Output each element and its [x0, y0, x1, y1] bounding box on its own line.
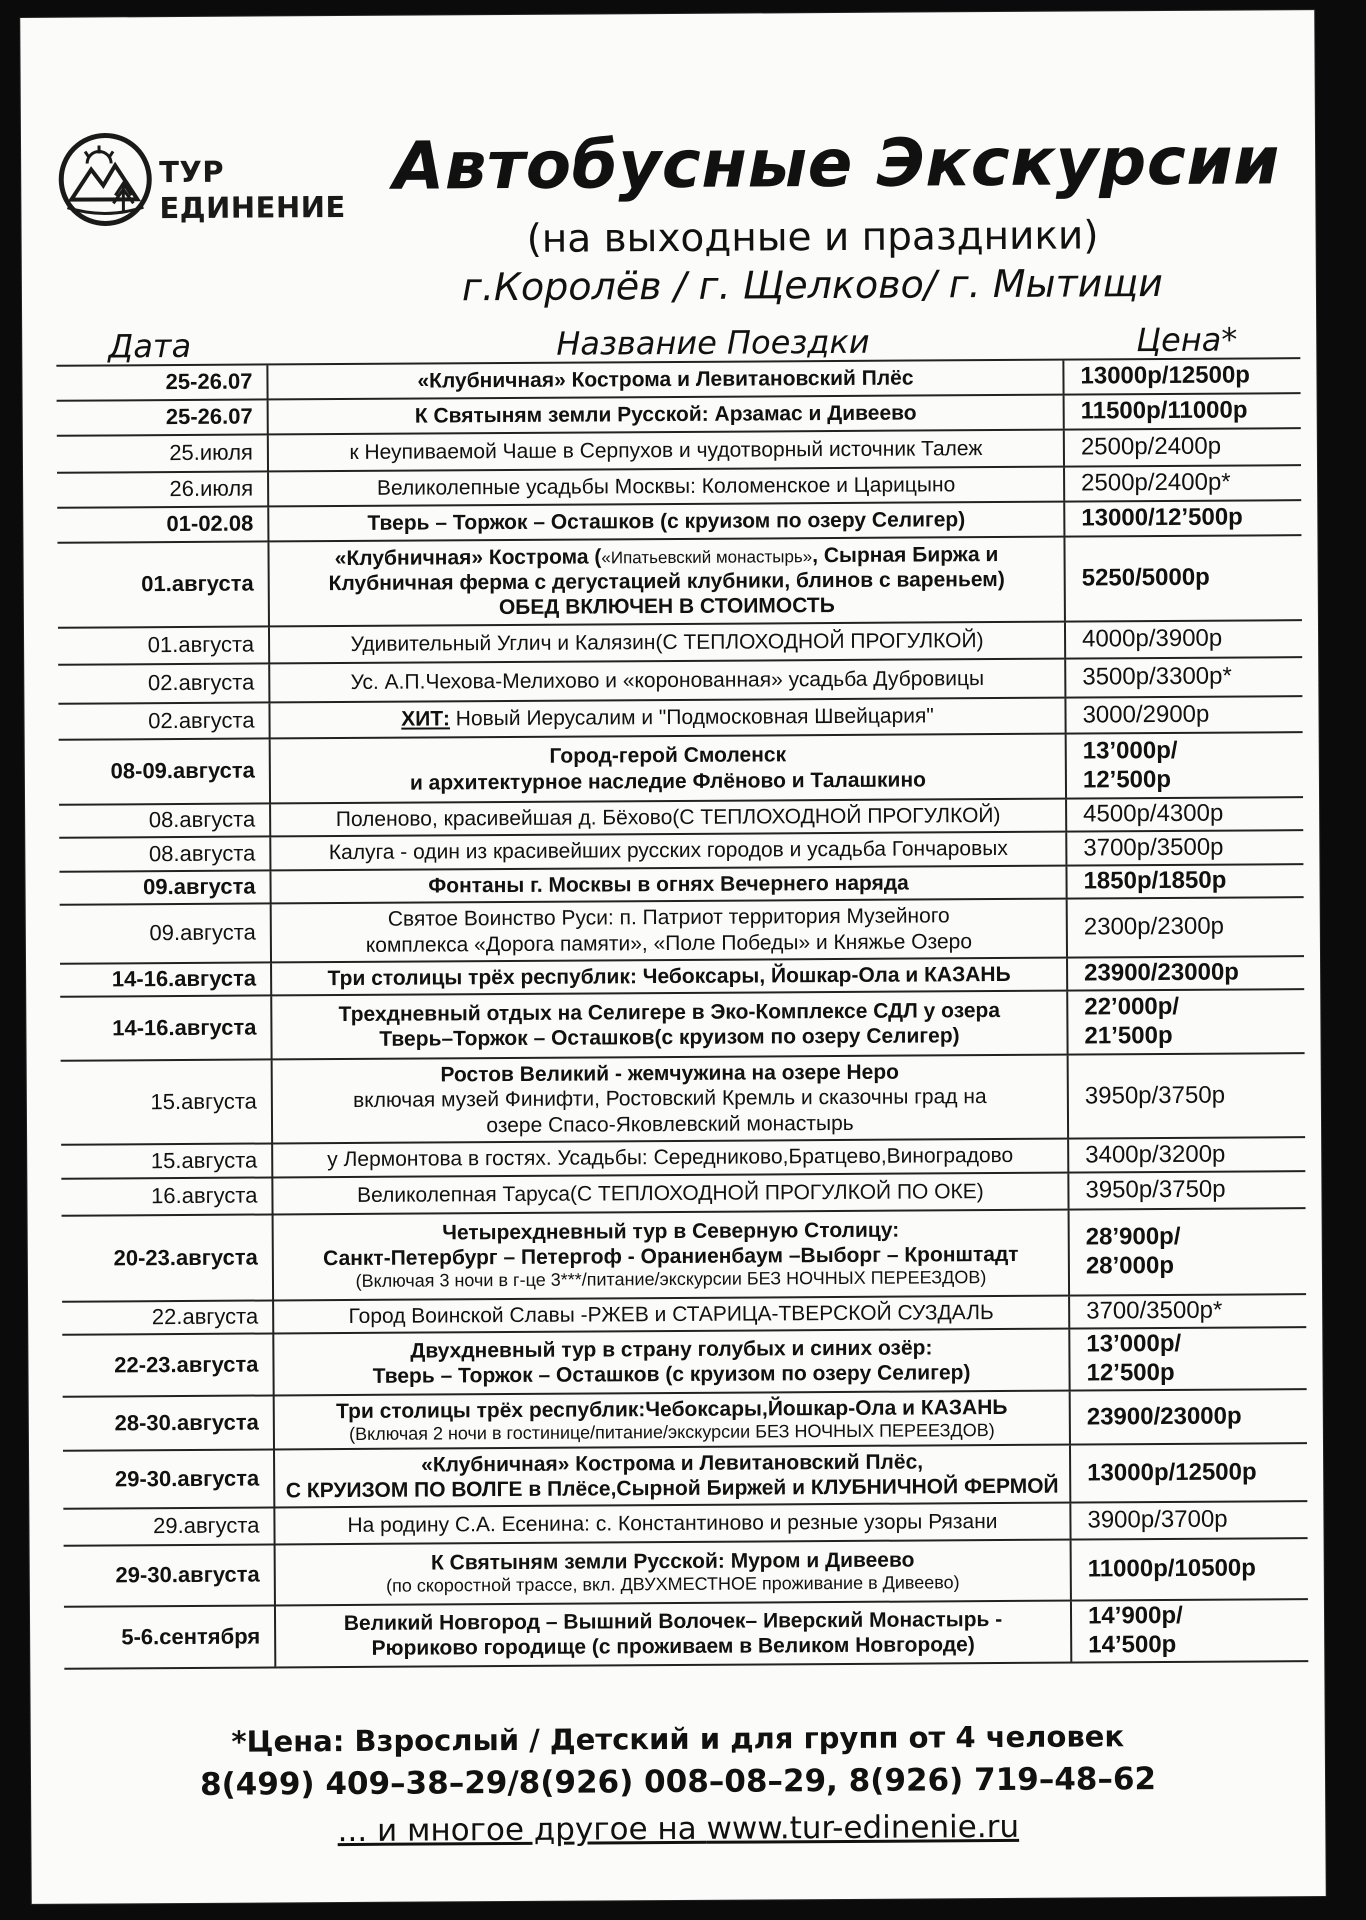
row-date: 02.августа — [148, 707, 255, 733]
row-title-text: и архитектурное наследие Флёново и Талашкино — [409, 767, 927, 795]
row-title-line — [275, 766, 1061, 796]
more-line — [31, 1807, 1325, 1851]
row-title-text: Великолепная Таруса(С ТЕПЛОХОДНОЙ ПРОГУЛКОЙ ПО ОКЕ) — [357, 1180, 984, 1207]
row-date: 5-6.сентября — [121, 1623, 261, 1650]
row-price: 23900/23000р — [1069, 1390, 1307, 1443]
row-title — [269, 867, 1065, 903]
row-title-text: включая музей Финифти, Ростовский Кремль и сказочны град на — [353, 1085, 987, 1113]
row-price: 2300р/2300р — [1066, 898, 1304, 956]
row-title — [271, 1056, 1067, 1143]
row-date: 09.августа — [143, 873, 256, 900]
row-title — [270, 992, 1066, 1059]
row-title — [268, 699, 1064, 738]
table-row — [60, 990, 1304, 1062]
row-title-text: к Неупиваемой Чаше в Серпухов и чудотворный источник Талеж — [349, 437, 983, 464]
row-title — [268, 623, 1064, 663]
row-title-line — [274, 666, 1060, 696]
row-title-line — [279, 1509, 1065, 1539]
row-price: 3500р/3300р* — [1064, 658, 1302, 696]
row-title-text: ОБЕД ВКЛЮЧЕН В СТОИМОСТЬ — [498, 594, 835, 620]
row-title-text: Санкт-Петербург – Петергоф - Ораниенбаум –Выборг – Кронштадт — [323, 1243, 1019, 1271]
row-date: 29-30.августа — [114, 1465, 260, 1492]
row-title — [272, 1211, 1068, 1300]
row-title-line — [280, 1572, 1066, 1598]
row-title-text: Город-герой Смоленск — [549, 743, 787, 769]
row-title-line — [273, 472, 1059, 502]
row-date: 08-09.августа — [110, 757, 255, 784]
row-price: 13’000р/ 12’500р — [1065, 733, 1303, 797]
header-price: Цена* — [1136, 320, 1238, 360]
row-title — [269, 833, 1065, 870]
row-title — [270, 900, 1066, 962]
row-price: 3900р/3700р — [1069, 1502, 1307, 1538]
row-date: 08.августа — [148, 840, 256, 866]
row-price: 14’900р/ 14’500р — [1070, 1600, 1308, 1661]
row-title-text: Три столицы трёх республик:Чебоксары,Йошкар-Ола и КАЗАНЬ — [336, 1395, 1008, 1423]
row-date: 29.августа — [153, 1512, 260, 1539]
row-title — [267, 396, 1063, 434]
row-date: 14-16.августа — [112, 1014, 257, 1041]
row-title-text: (Включая 3 ночи в г-це 3***/питание/экскурсии БЕЗ НОЧНЫХ ПЕРЕЕЗДОВ) — [355, 1267, 987, 1292]
table-row — [61, 1054, 1305, 1146]
mountain-sun-tree-icon — [57, 129, 154, 230]
row-title-aside: «Ипатьевский монастырь» — [601, 546, 813, 568]
row-title-text: Святое Воинство Руси: п. Патриот территория Музейного — [387, 904, 950, 932]
phone-numbers: 8(499) 409–38–29/8(926) 008–08–29, 8(926) 719–48–62 — [199, 1761, 1157, 1803]
row-title-text: Трехдневный отдых на Селигере в Эко-Комплексе СДЛ у озера — [338, 998, 1001, 1026]
row-title — [273, 1392, 1069, 1449]
table-body — [56, 359, 1308, 1670]
table-row — [59, 733, 1303, 806]
row-title-text: Город Воинской Славы -РЖЕВ и СТАРИЦА-ТВЕРСКОЙ СУЗДАЛЬ — [348, 1300, 994, 1328]
header-name: Название Поездки — [556, 322, 870, 363]
row-title — [267, 431, 1063, 471]
row-title-line — [274, 592, 1060, 622]
row-price: 11000р/10500р — [1070, 1539, 1308, 1599]
row-date: 25-26.07 — [165, 368, 253, 395]
row-title-line — [278, 1267, 1064, 1293]
row-price: 3700р/3500р — [1065, 831, 1303, 864]
row-date: 08.августа — [148, 806, 256, 833]
row-price: 28’900р/ 28’000р — [1068, 1209, 1307, 1294]
table-row — [63, 1444, 1307, 1510]
row-title-text: Удивительный Углич и Калязин(С ТЕПЛОХОДНОЙ ПРОГУЛКОЙ) — [350, 629, 984, 656]
row-title-text: (по скоростной трассе, вкл. ДВУХМЕСТНОЕ проживание в Дивеево) — [385, 1572, 960, 1597]
row-title-line — [279, 1474, 1065, 1504]
table-row — [62, 1328, 1306, 1398]
row-title-line — [273, 436, 1059, 466]
row-date: 01-02.08 — [166, 510, 254, 537]
row-title-text: «Клубничная» Кострома и Левитановский Плёс, — [421, 1450, 924, 1477]
row-date: 15.августа — [150, 1088, 257, 1114]
row-title-text: у Лермонтова в гостях. Усадьбы: Середниково,Братцево,Виноградово — [327, 1144, 1014, 1172]
row-title — [267, 503, 1063, 541]
row-title-text: Поленово, красивейшая д. Бёхово(С ТЕПЛОХОДНОЙ ПРОГУЛКОЙ) — [335, 803, 1001, 831]
row-title-text: (Включая 2 ночи в гостинице/питание/экскурсии БЕЗ НОЧНЫХ ПЕРЕЕЗДОВ) — [349, 1419, 995, 1444]
row-price: 4500р/4300р — [1065, 798, 1303, 830]
row-title — [266, 361, 1062, 399]
table-row — [64, 1600, 1308, 1670]
row-title-text: Тверь – Торжок – Осташков (с круизом по озеру Селигер) — [367, 508, 966, 535]
row-title-line — [275, 870, 1061, 900]
table-row — [57, 536, 1301, 629]
row-price: 13000р/12500р — [1069, 1444, 1307, 1501]
logo-line1: ТУР — [159, 154, 225, 190]
row-title — [273, 1446, 1069, 1507]
row-title-text: Рюриково городище (с проживаем в Великом Новгороде) — [371, 1633, 975, 1660]
row-title-text: Тверь – Торжок – Осташков (с круизом по озеру Селигер) — [372, 1361, 971, 1388]
row-title-line — [273, 507, 1059, 537]
tours-table — [56, 314, 1308, 1670]
row-title-text: Великолепные усадьбы Москвы: Коломенское и Царицыно — [376, 473, 956, 500]
row-title — [267, 538, 1063, 626]
row-title-line — [278, 1300, 1064, 1330]
row-title-line — [278, 1360, 1064, 1390]
table-row — [63, 1390, 1307, 1452]
row-title-text: Клубничная ферма с дегустацией клубники, блинов с вареньем) — [328, 567, 1005, 596]
row-title-text: «Клубничная» Кострома и Левитановский Плёс — [417, 366, 914, 393]
row-title — [269, 800, 1065, 836]
row-date: 28-30.августа — [114, 1409, 259, 1436]
row-title — [271, 1174, 1067, 1214]
logo-line2: ЕДИНЕНИЕ — [159, 189, 346, 226]
row-title-text: комплекса «Дорога памяти», «Поле Победы» и Княжье Озеро — [365, 929, 973, 957]
page-subtitle: (на выходные и праздники) — [526, 213, 1099, 262]
row-title-text: , Сырная Биржа и — [812, 542, 999, 567]
row-title — [267, 468, 1063, 506]
row-title-line — [276, 928, 1062, 958]
row-date: 15.августа — [150, 1147, 258, 1173]
row-price: 3000/2900р — [1064, 697, 1302, 732]
row-title-text: Четырехдневный тур в Северную Столицу: — [442, 1218, 900, 1245]
row-title-line — [277, 1109, 1063, 1139]
row-title-line — [279, 1419, 1065, 1445]
row-price: 13’000р/ 12’500р — [1068, 1328, 1306, 1389]
row-title-text: Новый Иерусалим и "Подмосковная Швейцария" — [455, 704, 934, 731]
row-title-line — [277, 1179, 1063, 1209]
table-row — [64, 1539, 1308, 1608]
row-price: 13000/12’500р — [1063, 501, 1301, 535]
row-price: 2500р/2400р* — [1063, 466, 1301, 500]
row-price: 3400р/3200р — [1067, 1138, 1305, 1171]
row-title-text: На родину С.А. Есенина: с. Константиново и резные узоры Рязани — [347, 1509, 998, 1537]
table-header — [56, 314, 1300, 367]
row-title-line — [272, 365, 1058, 395]
row-price: 13000р/12500р — [1062, 359, 1300, 393]
row-date: 29-30.августа — [115, 1561, 260, 1588]
row-title — [273, 1504, 1069, 1544]
row-date: 22.августа — [151, 1303, 259, 1330]
row-title-text: С КРУИЗОМ ПО ВОЛГЕ в Плёсе,Сырной Биржей и КЛУБНИЧНОЙ ФЕРМОЙ — [285, 1474, 1059, 1503]
row-title-text: озере Спасо-Яковлевский монастырь — [486, 1111, 854, 1137]
logo — [57, 128, 358, 250]
row-title-text: Фонтаны г. Москвы в огнях Вечернего наряда — [428, 871, 909, 898]
row-date: 22-23.августа — [114, 1351, 259, 1378]
page-title: Автобусные Экскурсии — [392, 122, 1281, 205]
row-title-line — [274, 628, 1060, 658]
row-title-text: Двухдневный тур в страну голубых и синих озёр: — [410, 1336, 933, 1363]
row-title-text: К Святыням земли Русской: Арзамас и Дивеево — [414, 401, 917, 428]
row-price: 23900/23000р — [1066, 957, 1304, 989]
row-title-text: «Клубничная» Кострома ( — [334, 545, 602, 570]
row-title — [274, 1602, 1070, 1667]
row-title — [272, 1297, 1068, 1333]
row-title-text: К Святыням земли Русской: Муром и Дивеево — [430, 1548, 915, 1575]
row-title-line — [275, 803, 1061, 833]
header-date: Дата — [108, 326, 192, 366]
row-title — [269, 735, 1065, 803]
row-price: 3950р/3750р — [1067, 1054, 1305, 1137]
row-date: 25.июля — [169, 439, 253, 466]
row-title — [268, 660, 1064, 702]
row-price: 5250/5000р — [1063, 536, 1302, 620]
row-price: 4000р/3900р — [1064, 621, 1302, 657]
row-title-text: Три столицы трёх республик: Чебоксары, Йошкар-Ола и КАЗАНЬ — [327, 962, 1011, 991]
row-date: 16.августа — [151, 1182, 258, 1209]
row-title — [270, 959, 1066, 995]
row-date: 02.августа — [147, 669, 255, 696]
row-price: 3700/3500р* — [1068, 1295, 1306, 1327]
row-price: 1850р/1850р — [1065, 865, 1303, 897]
row-price: 3950р/3750р — [1067, 1172, 1305, 1208]
row-title-line — [275, 836, 1061, 866]
row-title-line — [277, 1143, 1063, 1173]
cities-line: г.Королёв / г. Щелково/ г. Мытищи — [461, 260, 1164, 310]
row-date: 09.августа — [149, 919, 256, 946]
row-date: 20-23.августа — [113, 1244, 258, 1271]
row-price: 11500р/11000р — [1063, 394, 1301, 428]
more-text: ... и многое другое на — [337, 1810, 707, 1850]
row-title-line — [273, 400, 1059, 430]
website-link[interactable]: www.tur-edinenie.ru — [706, 1808, 1020, 1847]
row-title-line — [274, 703, 1060, 733]
table-row — [60, 898, 1304, 965]
row-title — [271, 1140, 1067, 1177]
row-title-line — [276, 1023, 1062, 1053]
row-price: 2500р/2400р — [1063, 429, 1301, 465]
price-note: *Цена: Взрослый / Детский и для групп от 4 человек — [231, 1719, 1125, 1759]
row-title-text: Великий Новгород – Вышний Волочек– Иверский Монастырь - — [343, 1607, 1003, 1635]
table-row — [62, 1209, 1307, 1303]
row-price: 22’000р/ 21’500р — [1066, 990, 1304, 1053]
row-date: 26.июля — [169, 475, 254, 502]
row-title-text: Ростов Великий - жемчужина на озере Неро — [440, 1060, 900, 1087]
row-date: 14-16.августа — [111, 965, 257, 992]
row-title-line — [280, 1632, 1066, 1662]
row-date: 25-26.07 — [165, 403, 253, 430]
row-title — [272, 1330, 1068, 1395]
row-title-line — [276, 962, 1062, 992]
flyer-sheet — [20, 10, 1325, 1904]
row-date: 01.августа — [141, 570, 254, 597]
row-title-text: Ус. А.П.Чехова-Мелихово и «коронованная» усадьба Дубровицы — [350, 667, 985, 694]
row-date: 01.августа — [147, 631, 255, 658]
row-title — [274, 1541, 1070, 1605]
row-title-text: Калуга - один из красивейших русских городов и усадьба Гончаровых — [328, 837, 1008, 865]
hit-badge: ХИТ: — [401, 707, 450, 732]
row-title-text: Тверь–Торжок – Осташков(с круизом по озеру Селигер) — [379, 1024, 960, 1051]
